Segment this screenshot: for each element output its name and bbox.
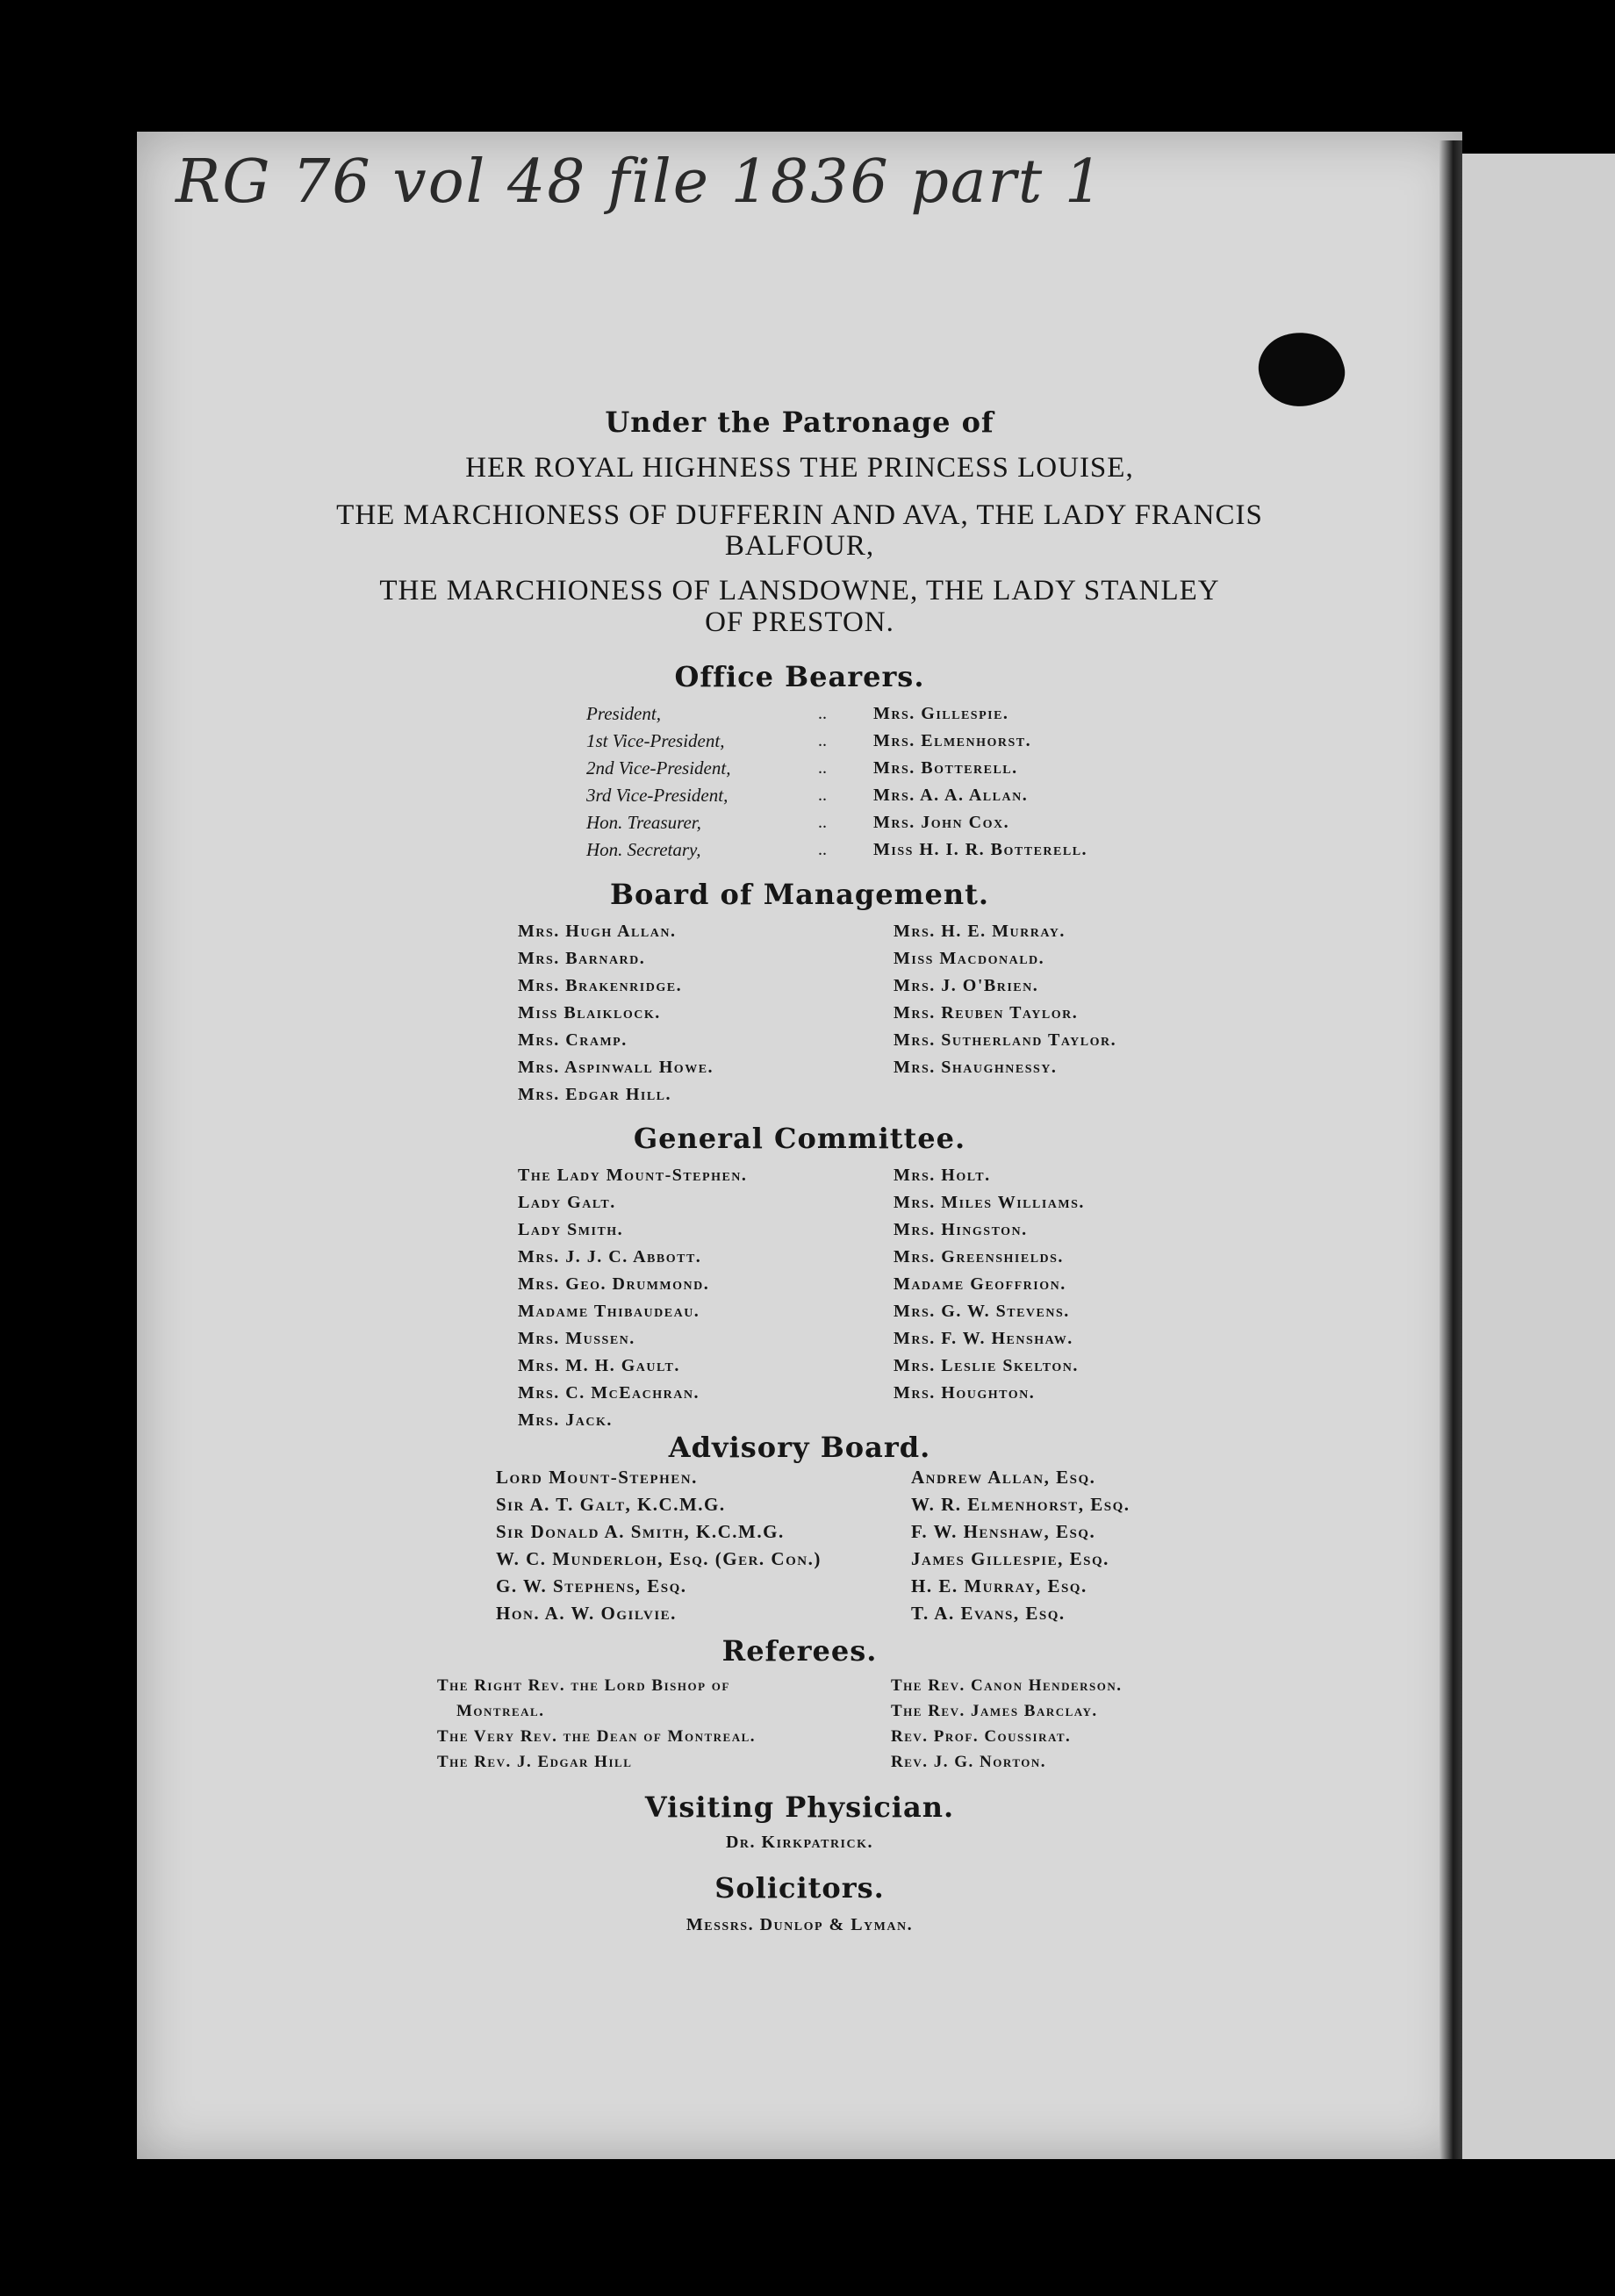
member: Mrs. Shaughnessy.: [894, 1058, 1058, 1077]
solicitors-heading: Solicitors.: [714, 1871, 885, 1905]
referee: Rev. J. G. Norton.: [891, 1753, 1047, 1771]
member: The Lady Mount-Stephen.: [518, 1166, 748, 1185]
physician-name: Dr. Kirkpatrick.: [725, 1833, 874, 1852]
advisory-board-right: [911, 1464, 1130, 1627]
member: Mrs. Aspinwall Howe.: [518, 1058, 714, 1077]
member: Mrs. Hingston.: [894, 1220, 1028, 1239]
member: Mrs. Jack.: [518, 1410, 613, 1430]
member: Mrs. Sutherland Taylor.: [894, 1030, 1117, 1050]
referees-heading: Referees.: [721, 1634, 878, 1668]
patronage-line-4: THE MARCHIONESS OF LANSDOWNE, THE LADY STANLEY: [379, 575, 1220, 606]
referee: The Very Rev. the Dean of Montreal.: [437, 1727, 757, 1746]
member: Lady Galt.: [518, 1193, 616, 1212]
member: Sir Donald A. Smith, K.C.M.G.: [496, 1521, 785, 1542]
member: Mrs. Geo. Drummond.: [518, 1274, 710, 1294]
advisory-board-heading: Advisory Board.: [668, 1431, 931, 1464]
referee: The Rev. Canon Henderson.: [891, 1676, 1123, 1695]
patronage-line-5: OF PRESTON.: [705, 606, 894, 638]
role-president: President,: [586, 703, 661, 724]
general-committee-left: [518, 1162, 747, 1434]
member: James Gillespie, Esq.: [911, 1548, 1109, 1569]
office-name: Mrs. John Cox.: [873, 813, 1010, 832]
member: Mrs. Houghton.: [894, 1383, 1036, 1403]
office-name: Mrs. Gillespie.: [873, 704, 1009, 723]
member: Mrs. H. E. Murray.: [894, 922, 1066, 941]
role-vice-president-2: 2nd Vice-President,: [586, 757, 731, 778]
office-name: Mrs. Elmenhorst.: [873, 731, 1032, 750]
member: H. E. Murray, Esq.: [911, 1575, 1087, 1596]
member: Miss Blaiklock.: [518, 1003, 661, 1022]
member: Mrs. Reuben Taylor.: [894, 1003, 1079, 1022]
role-vice-president-3: 3rd Vice-President,: [586, 785, 729, 806]
role-leaders: .. .. .. .. .. ..: [818, 704, 827, 859]
referee: The Rev. James Barclay.: [891, 1702, 1098, 1720]
member: Madame Geoffrion.: [894, 1274, 1066, 1294]
member: Mrs. G. W. Stevens.: [894, 1302, 1070, 1321]
board-management-heading: Board of Management.: [609, 878, 990, 911]
solicitors-name: Messrs. Dunlop & Lyman.: [685, 1915, 914, 1934]
member: Lord Mount-Stephen.: [496, 1467, 698, 1488]
role-secretary: Hon. Secretary,: [586, 839, 701, 860]
member: W. R. Elmenhorst, Esq.: [911, 1494, 1130, 1515]
member: Hon. A. W. Ogilvie.: [496, 1603, 677, 1624]
office-name: Mrs. Botterell.: [873, 758, 1018, 778]
patronage-line-2: THE MARCHIONESS OF DUFFERIN AND AVA, THE LADY FRANCIS: [336, 499, 1263, 531]
office-name: Miss H. I. R. Botterell.: [873, 840, 1088, 859]
member: Andrew Allan, Esq.: [911, 1467, 1096, 1488]
member: Mrs. Greenshields.: [894, 1247, 1064, 1266]
role-vice-president-1: 1st Vice-President,: [586, 730, 725, 751]
office-name: Mrs. A. A. Allan.: [873, 786, 1029, 805]
patronage-heading: Under the Patronage of: [605, 405, 994, 439]
member: Mrs. C. McEachran.: [518, 1383, 700, 1403]
referee: Montreal.: [456, 1702, 545, 1720]
office-roles: [586, 700, 730, 864]
member: Mrs. Leslie Skelton.: [894, 1356, 1079, 1375]
member: Mrs. Holt.: [894, 1166, 991, 1185]
member: Mrs. Hugh Allan.: [518, 922, 677, 941]
member: Mrs. M. H. Gault.: [518, 1356, 680, 1375]
member: T. A. Evans, Esq.: [911, 1603, 1066, 1624]
referee: The Right Rev. the Lord Bishop of: [437, 1676, 730, 1695]
member: Sir A. T. Galt, K.C.M.G.: [496, 1494, 726, 1515]
member: W. C. Munderloh, Esq. (Ger. Con.): [496, 1548, 822, 1569]
archive-note: RG 76 vol 48 file 1836 part 1: [176, 147, 1105, 217]
patronage-line-3: BALFOUR,: [724, 530, 875, 562]
member: Mrs. Barnard.: [518, 949, 646, 968]
member: Madame Thibaudeau.: [518, 1302, 700, 1321]
member: Lady Smith.: [518, 1220, 624, 1239]
office-names: [873, 700, 1087, 864]
member: Mrs. Mussen.: [518, 1329, 635, 1348]
referee: The Rev. J. Edgar Hill: [437, 1753, 633, 1771]
board-management-right: [894, 918, 1116, 1081]
member: Mrs. F. W. Henshaw.: [894, 1329, 1073, 1348]
member: Mrs. J. J. C. Abbott.: [518, 1247, 702, 1266]
member: Mrs. Miles Williams.: [894, 1193, 1085, 1212]
general-committee-right: [894, 1162, 1085, 1407]
facing-page: [1462, 154, 1615, 2159]
member: G. W. Stephens, Esq.: [496, 1575, 687, 1596]
referee: Rev. Prof. Coussirat.: [891, 1727, 1072, 1746]
advisory-board-left: [496, 1464, 822, 1627]
office-bearers-heading: Office Bearers.: [674, 660, 925, 693]
referees-right: [891, 1673, 1123, 1775]
member: Miss Macdonald.: [894, 949, 1045, 968]
visiting-physician-heading: Visiting Physician.: [644, 1790, 955, 1824]
referees-left: [437, 1673, 756, 1775]
member: Mrs. J. O'Brien.: [894, 976, 1039, 995]
member: Mrs. Brakenridge.: [518, 976, 683, 995]
patronage-line-1: HER ROYAL HIGHNESS THE PRINCESS LOUISE,: [465, 452, 1134, 484]
general-committee-heading: General Committee.: [633, 1122, 966, 1155]
member: F. W. Henshaw, Esq.: [911, 1521, 1096, 1542]
member: Mrs. Cramp.: [518, 1030, 628, 1050]
member: Mrs. Edgar Hill.: [518, 1085, 672, 1104]
board-management-left: [518, 918, 714, 1109]
role-treasurer: Hon. Treasurer,: [586, 812, 701, 833]
